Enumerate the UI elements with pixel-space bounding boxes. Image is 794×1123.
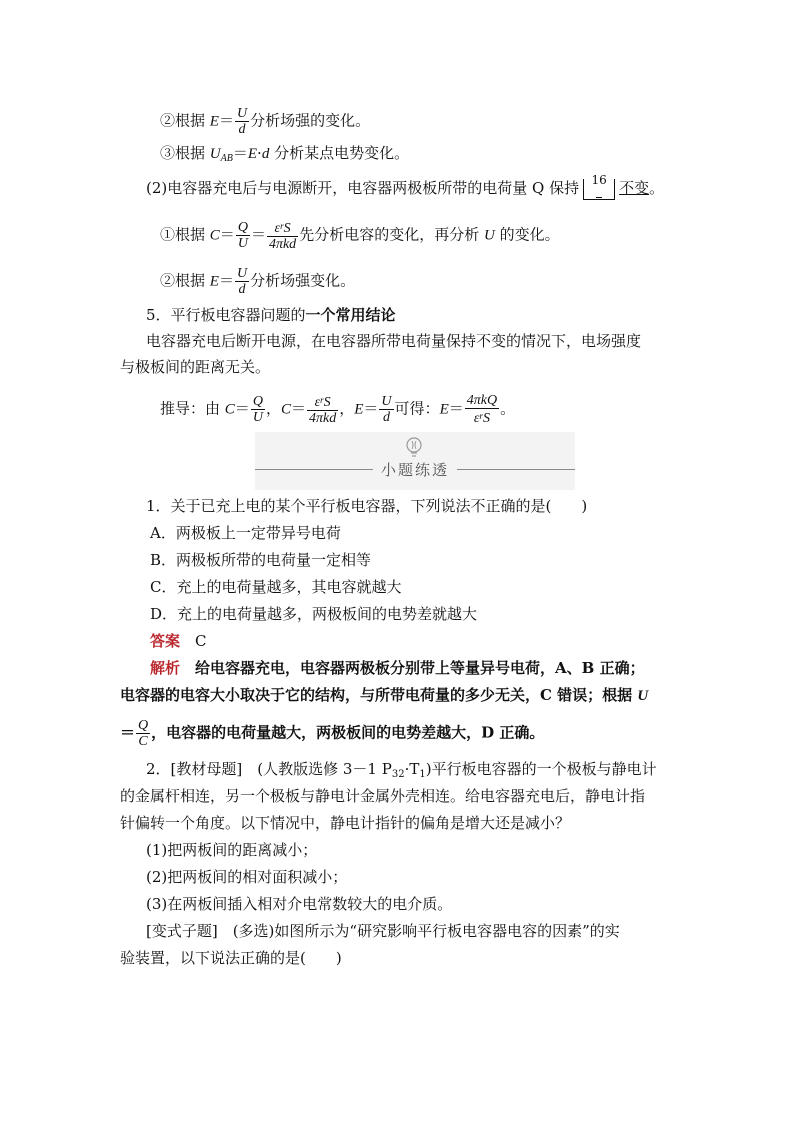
method-line-3: ③根据 $U_{AB}=E\cdot d$ 分析某点电势变化。 xyxy=(160,144,410,164)
option-b: B．两极板所带的电荷量一定相等 xyxy=(150,551,372,569)
question-1: 1．关于已充上电的某个平行板电容器，下列说法不正确的是( ) xyxy=(146,497,588,515)
fraction-q-over-u: $\frac{Q}{U}$ xyxy=(237,220,248,251)
answer-filled-text: 不变 xyxy=(619,179,650,197)
question-2-sub-2: (2)把两板间的相对面积减小； xyxy=(146,868,348,886)
question-2-sub-1: (1)把两板间的距离减小； xyxy=(146,841,318,859)
answer-blank-box: 16 xyxy=(583,179,615,200)
question-2-sub-3: (3)在两板间插入相对介电常数较大的电介质。 xyxy=(146,895,453,913)
divider-title: 小题练透 xyxy=(380,461,449,479)
method-line-capacitance: ①根据 C＝ $\frac{Q}{U}$ ＝ $\frac{\varepsilon^rS}{\text{4πkd}}$ 先分析电容的变化，再分析 U 的变化。 xyxy=(160,220,560,252)
lightbulb-icon xyxy=(403,436,425,458)
option-d: D．充上的电荷量越多，两极板间的电势差就越大 xyxy=(150,605,478,623)
option-c: C．充上的电荷量越多，其电容就越大 xyxy=(150,578,402,596)
analysis-line-1: 解析 给电容器充电，电容器两极板分别带上等量异号电荷，A、B 正确； xyxy=(150,659,645,677)
question-2-line-3: 针偏转一个角度。以下情况中，静电计指针的偏角是增大还是减小？ xyxy=(120,814,571,832)
fraction-u-over-d: $\frac{U}{d}$ xyxy=(236,106,248,137)
derivation-line: 推导：由 C＝ $\frac{Q}{U}$ ，C＝ $\frac{\varepsilon^rS}{\text{4πkd}}$ ，E＝ $\frac{U}{d}$ 可得：E＝ $\frac{\text{4πkQ}}{\varepsilon^rS}$ 。 xyxy=(160,393,516,426)
fraction-capacitance: $\frac{\varepsilon^rS}{\text{4πkd}}$ xyxy=(268,221,297,252)
variant-line-1: [变式子题] (多选)如图所示为“研究影响平行板电容器电容的因素”的实 xyxy=(146,922,620,940)
answer-line: 答案 C xyxy=(150,632,207,650)
method-line-field: ②根据 E＝ $\frac{U}{d}$ 分析场强变化。 xyxy=(160,266,356,297)
method-line-2: ②根据 E＝ $\frac{U}{d}$ 分析场强的变化。 xyxy=(160,106,371,137)
analysis-line-2: 电容器的电容大小取决于它的结构，与所带电荷量的多少无关，C 错误；根据 U xyxy=(120,686,649,704)
section-divider xyxy=(255,432,575,490)
section-heading: 5．平行板电容器问题的一个常用结论 xyxy=(146,306,396,324)
analysis-line-3: ＝ $\frac{Q}{C}$ ，电容器的电荷量越大，两极板间的电势差越大，D 正确。 xyxy=(120,718,545,749)
question-2-line-2: 的金属杆相连，另一个极板与静电计金属外壳相连。给电容器充电后，静电计指 xyxy=(120,787,646,805)
fraction-u-over-d-2: $\frac{U}{d}$ xyxy=(236,266,248,297)
variant-line-2: 验装置，以下说法正确的是( ) xyxy=(120,949,342,967)
question-2-line-1: 2．[教材母题] (人教版选修 3－1 $P_{32}\cdot T_1$)平行板电容器的一个极板与静电计 xyxy=(146,760,657,780)
option-a: A．两极板上一定带异号电荷 xyxy=(150,524,341,542)
case-2-line: (2)电容器充电后与电源断开，电容器两极板所带的电荷量 Q 保持 16 不变。 xyxy=(146,177,664,200)
paragraph-line-2: 与极板间的距离无关。 xyxy=(120,358,271,376)
paragraph-line-1: 电容器充电后断开电源，在电容器所带电荷量保持不变的情况下，电场强度 xyxy=(146,332,642,350)
